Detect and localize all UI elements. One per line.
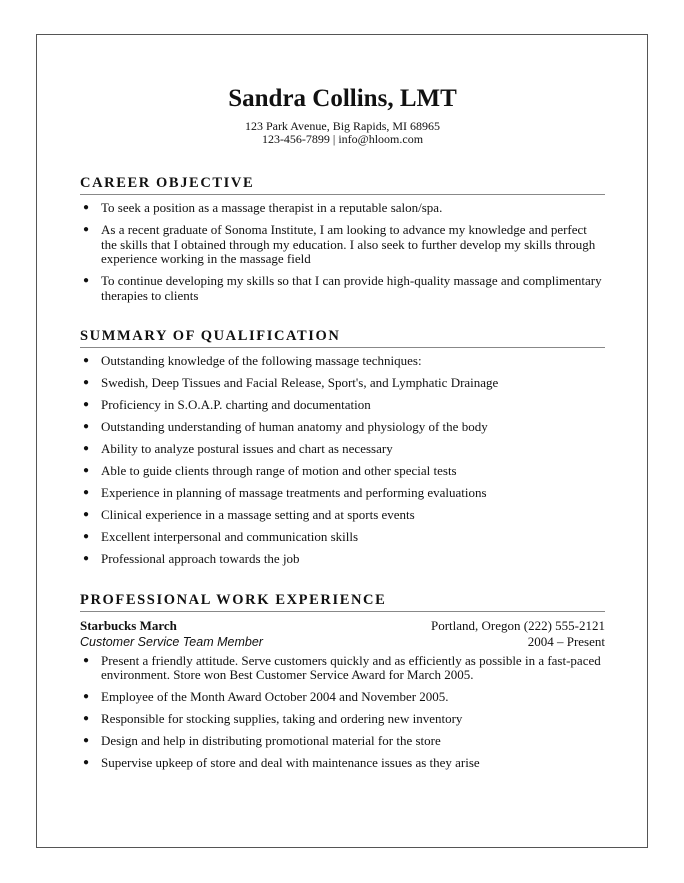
bullet-icon: ●: [83, 399, 90, 410]
bullet-icon: ●: [83, 691, 90, 702]
list-item: [80, 201, 605, 216]
bullet-icon: ●: [83, 421, 90, 432]
list-item-text: Responsible for stocking supplies, taking and ordering new inventory: [101, 711, 463, 726]
list-item-text: Excellent interpersonal and communication skills: [101, 529, 359, 544]
bullet-icon: ●: [83, 553, 90, 564]
list-item-text: Able to guide clients through range of motion and other special tests: [101, 463, 457, 478]
list-item-text: Employee of the Month Award October 2004 and November 2005.: [101, 689, 449, 704]
address-line: 123 Park Avenue, Big Rapids, MI 68965: [244, 119, 441, 133]
list-item-text: Proficiency in S.O.A.P. charting and documentation: [101, 397, 371, 412]
list-item: [80, 654, 605, 683]
summary-section: [80, 327, 605, 567]
job-duties-list: [80, 654, 605, 771]
list-item-text: Supervise upkeep of store and deal with maintenance issues as they arise: [101, 755, 480, 770]
list-item-text: Experience in planning of massage treatments and performing evaluations: [101, 485, 487, 500]
phone-email-line: 123-456-7899 | info@hloom.com: [261, 132, 424, 146]
list-item: [80, 508, 605, 523]
list-item-text: Present a friendly attitude. Serve customers quickly and as efficiently as possible in a fast-paced environment. Store won Best Customer Service Award for March 2005.: [101, 652, 601, 682]
list-item-text: Design and help in distributing promotional material for the store: [101, 733, 441, 748]
career-objective-section: [80, 174, 605, 303]
list-item-text: Professional approach towards the job: [101, 551, 300, 566]
bullet-icon: ●: [83, 377, 90, 388]
list-item-text: Ability to analyze postural issues and chart as necessary: [101, 441, 393, 456]
list-item: [80, 376, 605, 391]
bullet-icon: ●: [83, 509, 90, 520]
list-item: [80, 690, 605, 705]
career-objective-list: [80, 201, 605, 303]
list-item: [80, 712, 605, 727]
bullet-icon: ●: [83, 757, 90, 768]
list-item-text: Outstanding knowledge of the following massage techniques:: [101, 353, 422, 368]
candidate-name: Sandra Collins, LMT: [228, 85, 457, 112]
list-item-text: Outstanding understanding of human anatomy and physiology of the body: [101, 419, 488, 434]
employer-name: Starbucks March: [80, 617, 177, 633]
list-item: [80, 756, 605, 771]
list-item: [80, 223, 605, 267]
list-item: [80, 398, 605, 413]
list-item-text: Swedish, Deep Tissues and Facial Release, Sport's, and Lymphatic Drainage: [101, 375, 499, 390]
list-item: [80, 734, 605, 749]
list-item: [80, 274, 605, 303]
bullet-icon: ●: [83, 355, 90, 366]
bullet-icon: ●: [83, 224, 90, 235]
job-subheader: [80, 634, 605, 650]
bullet-icon: ●: [83, 275, 90, 286]
section-title-experience: PROFESSIONAL WORK EXPERIENCE: [80, 591, 605, 612]
bullet-icon: ●: [83, 465, 90, 476]
section-title-career-objective: CAREER OBJECTIVE: [80, 174, 605, 195]
bullet-icon: ●: [83, 487, 90, 498]
summary-list: [80, 354, 605, 567]
bullet-icon: ●: [83, 531, 90, 542]
bullet-icon: ●: [83, 443, 90, 454]
resume-header: [80, 84, 605, 146]
job-position: Customer Service Team Member: [80, 634, 263, 649]
job-header: [80, 618, 605, 634]
list-item-text: To continue developing my skills so that I can provide high-quality massage and complimentary therapies to clients: [101, 273, 602, 303]
list-item: [80, 530, 605, 545]
list-item-text: To seek a position as a massage therapist in a reputable salon/spa.: [101, 200, 443, 215]
list-item: [80, 442, 605, 457]
list-item: [80, 464, 605, 479]
list-item: [80, 420, 605, 435]
section-title-summary: SUMMARY OF QUALIFICATION: [80, 327, 605, 348]
list-item-text: As a recent graduate of Sonoma Institute, I am looking to advance my knowledge and perfect the skills that I obtained through my education. I also seek to further develop my skills through experience working in the massage field: [101, 222, 596, 266]
bullet-icon: ●: [83, 735, 90, 746]
job-dates: 2004 – Present: [527, 633, 605, 649]
list-item: [80, 552, 605, 567]
list-item: [80, 486, 605, 501]
bullet-icon: ●: [83, 713, 90, 724]
bullet-icon: ●: [83, 654, 90, 666]
list-item-text: Clinical experience in a massage setting and at sports events: [101, 507, 415, 522]
resume-content: [80, 84, 605, 778]
job-entry: [80, 618, 605, 771]
list-item: [80, 354, 605, 369]
employer-location-phone: Portland, Oregon (222) 555-2121: [430, 617, 605, 633]
experience-section: [80, 591, 605, 771]
bullet-icon: ●: [83, 202, 90, 213]
